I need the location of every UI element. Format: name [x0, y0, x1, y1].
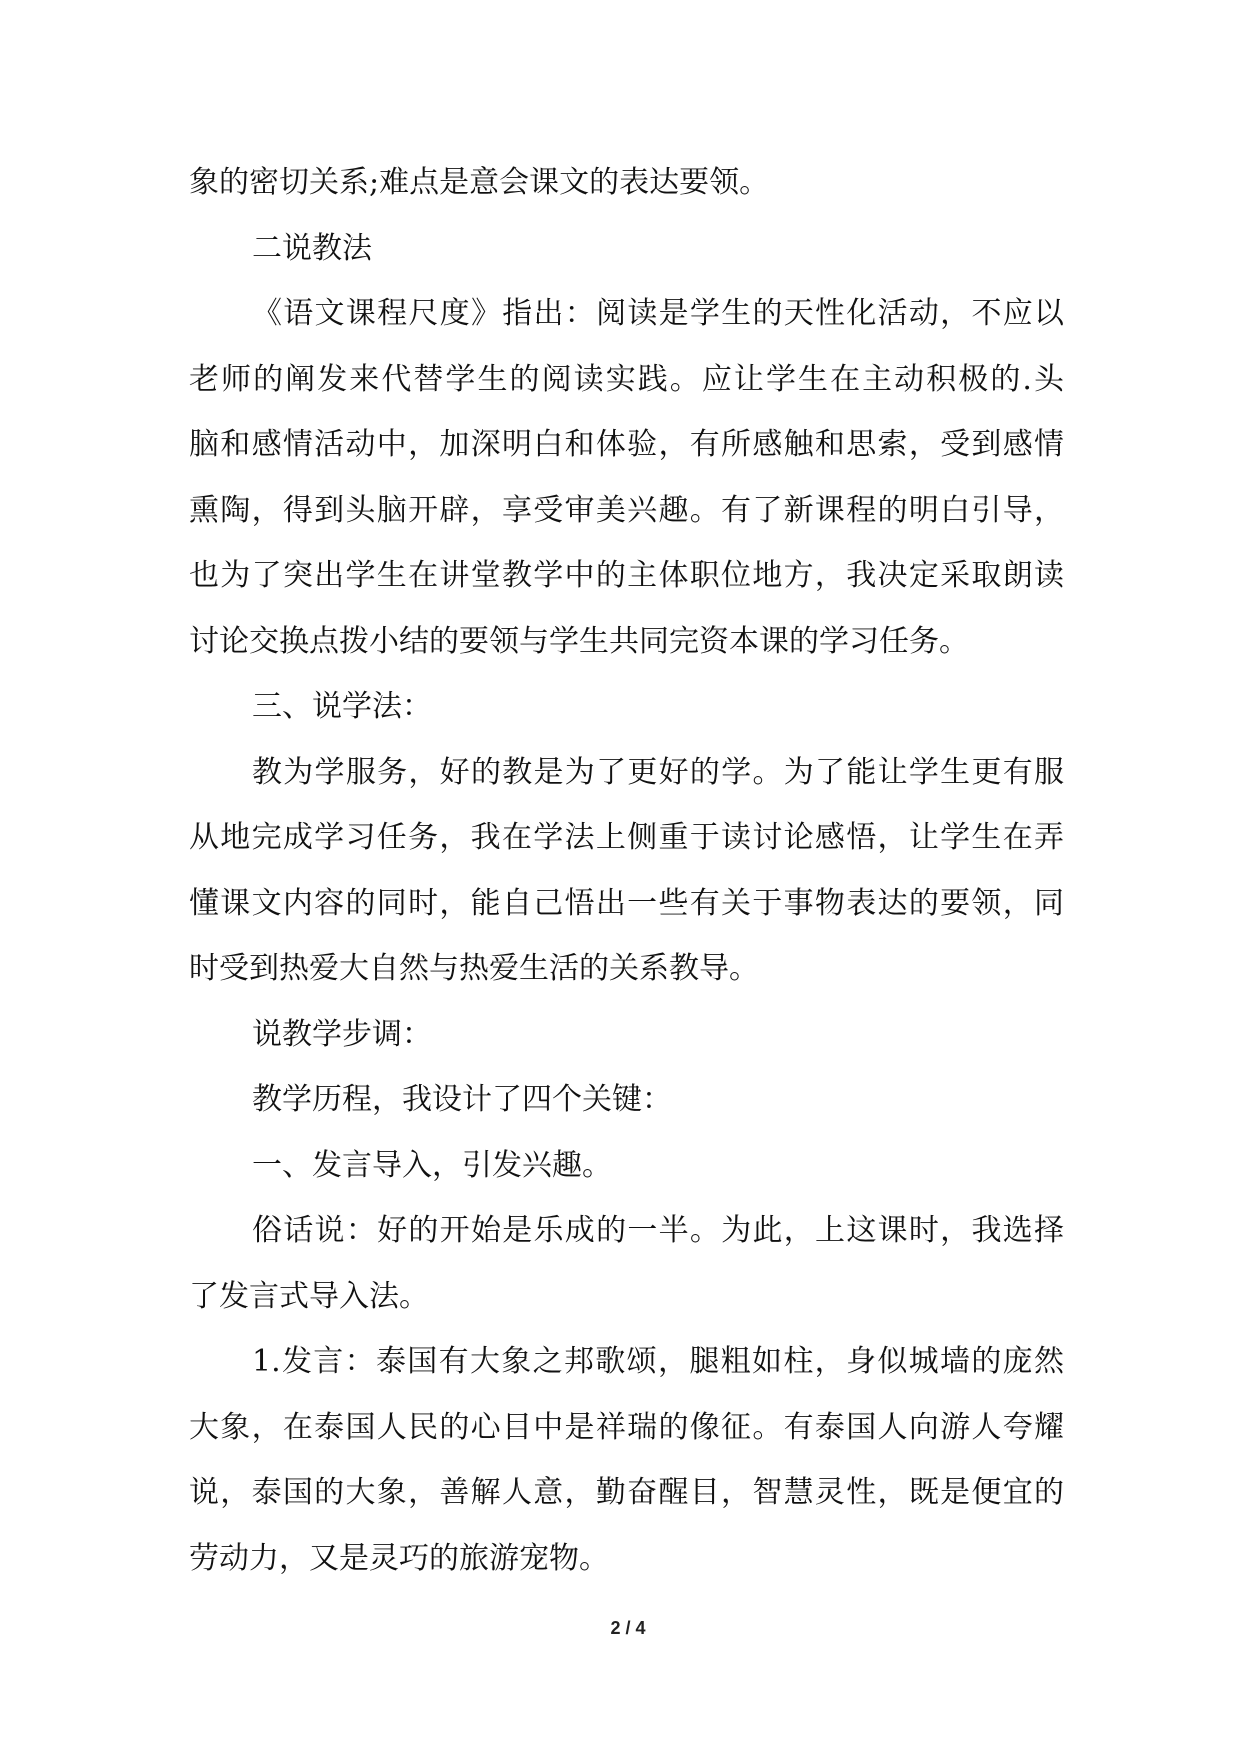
text-line: 从地完成学习任务，我在学法上侧重于读讨论感悟，让学生在弄	[189, 820, 1064, 855]
text-line: 教为学服务，好的教是为了更好的学。为了能让学生更有服	[252, 754, 1064, 790]
text-line: 脑和感情活动中，加深明白和体验，有所感触和思索，受到感情	[189, 427, 1064, 462]
text-line: 1.发言：泰国有大象之邦歌颂，腿粗如柱，身似城墙的庞然	[252, 1344, 1064, 1379]
text-line: 时受到热爱大自然与热爱生活的关系教导。	[189, 951, 759, 986]
text-line: 说，泰国的大象，善解人意，勤奋醒目，智慧灵性，既是便宜的	[189, 1475, 1064, 1510]
text-line: 懂课文内容的同时，能自己悟出一些有关于事物表达的要领，同	[189, 885, 1064, 921]
section-heading: 二说教法	[252, 230, 372, 266]
section-heading: 说教学步调：	[252, 1016, 432, 1052]
section-heading: 一、发言导入，引发兴趣。	[252, 1147, 612, 1183]
text-line: 俗话说：好的开始是乐成的一半。为此，上这课时，我选择	[252, 1213, 1064, 1248]
body-text	[189, 150, 1064, 1591]
page-number: 2 / 4	[610, 1618, 646, 1638]
text-line: 《语文课程尺度》指出：阅读是学生的天性化活动，不应以	[252, 296, 1064, 331]
text-line: 象的密切关系;难点是意会课文的表达要领。	[189, 165, 770, 200]
text-line: 教学历程，我设计了四个关键：	[252, 1082, 672, 1117]
text-line: 熏陶，得到头脑开辟，享受审美兴趣。有了新课程的明白引导，	[189, 492, 1064, 528]
text-line: 劳动力，又是灵巧的旅游宠物。	[189, 1540, 609, 1576]
section-heading: 三、说学法：	[252, 689, 432, 724]
text-line: 老师的阐发来代替学生的阅读实践。应让学生在主动积极的.头	[189, 361, 1064, 397]
text-line: 讨论交换点拨小结的要领与学生共同完资本课的学习任务。	[189, 623, 969, 659]
text-line: 大象，在泰国人民的心目中是祥瑞的像征。有泰国人向游人夸耀	[189, 1409, 1064, 1445]
text-line: 也为了突出学生在讲堂教学中的主体职位地方，我决定采取朗读	[189, 558, 1064, 593]
text-line: 了发言式导入法。	[189, 1278, 429, 1314]
